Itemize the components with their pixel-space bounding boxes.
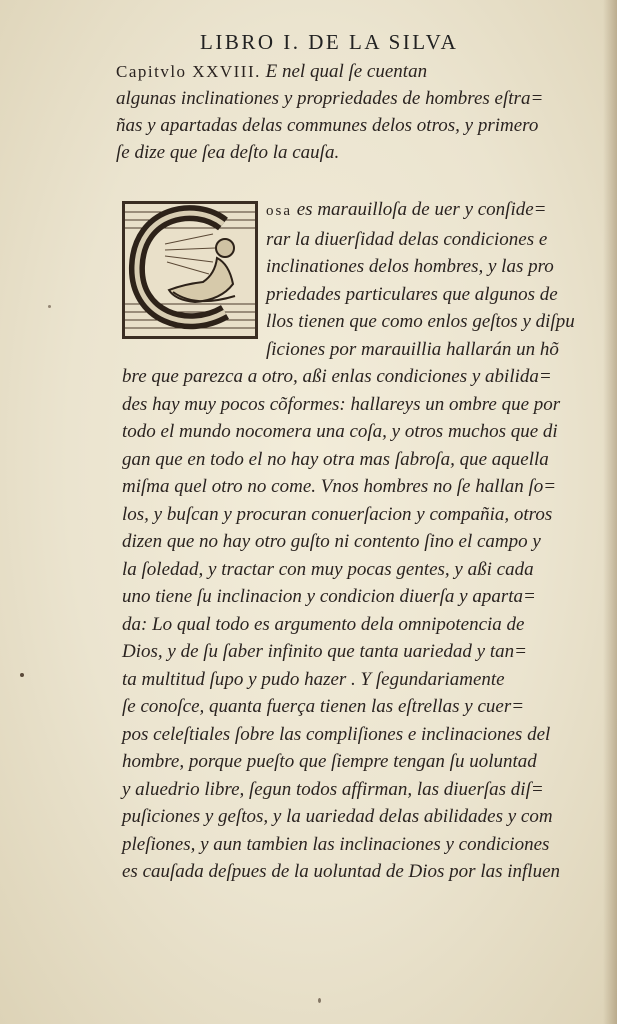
- body-line: ſe conoſce, quanta fuerça tienen las eſtrellas y cuer=: [122, 696, 525, 717]
- body-line: priedades particulares que algunos de: [266, 283, 558, 305]
- chapter-heading-line-1: [116, 58, 586, 85]
- body-line: inclinationes delos hombres, y las pro: [266, 256, 554, 277]
- body-line-text: es marauilloſa de uer y conſide=: [296, 199, 547, 220]
- running-head: LIBRO I. DE LA SILVA: [200, 30, 459, 54]
- ink-spot: [318, 998, 321, 1003]
- body-line: pos celeſtiales ſobre las compliſiones e inclinaciones del: [122, 723, 551, 745]
- ink-spot: [20, 673, 24, 677]
- body-line: todo el mundo nocomera una coſa, y otros muchos que di: [122, 421, 558, 442]
- body-line-1: [120, 196, 590, 226]
- body-line: bre que parezca a otro, aßi enlas condiciones y abilida=: [122, 366, 552, 387]
- chapter-heading: [116, 58, 586, 166]
- body-line: y aluedrio libre, ſegun todos affirman, las diuerſas diſ=: [122, 778, 544, 800]
- body-line: dizen que no hay otro guſto ni contento ſino el campo y: [122, 531, 541, 552]
- body-line: gan que en todo el no hay otra mas ſabroſa, que aquella: [122, 448, 549, 470]
- body-line: los, y buſcan y procuran conuerſacion y compañia, otros: [122, 503, 553, 525]
- body-line: pleſiones, y aun tambien las inclinaciones y condiciones: [122, 833, 550, 855]
- body-line: ſiciones por marauillia hallarán un hõ: [266, 338, 559, 360]
- body-line: llos tienen que como enlos geſtos y diſpu: [266, 311, 575, 332]
- chapter-summary-line: ſe dize que ſea deſto la cauſa.: [116, 142, 340, 163]
- first-word-small-caps: osa: [266, 203, 292, 219]
- chapter-summary-line: algunas inclinationes y propriedades de hombres eſtra=: [116, 88, 544, 109]
- body-line: es cauſada deſpues de la uoluntad de Dios por las influen: [122, 861, 561, 882]
- body-line: Dios, y de ſu ſaber infinito que tanta uariedad y tan=: [122, 641, 527, 662]
- chapter-summary-line: ñas y apartadas delas communes delos otros, y primero: [116, 115, 539, 136]
- body-line: da: Lo qual todo es argumento dela omnipotencia de: [122, 613, 525, 635]
- body-line: miſma quel otro no come. Vnos hombres no ſe hallan ſo=: [122, 476, 557, 497]
- body-line: hombre, porque pueſto que ſiempre tengan ſu uoluntad: [122, 751, 537, 772]
- body-line: uno tiene ſu inclinacion y condicion diuerſa y aparta=: [122, 586, 536, 607]
- body-line: la ſoledad, y tractar con muy pocas gentes, y aßi cada: [122, 558, 534, 580]
- body-line: rar la diuerſidad delas condiciones e: [266, 228, 548, 250]
- chapter-label: Capitvlo XXVIII.: [116, 62, 261, 81]
- chapter-summary-line: E nel qual ſe cuentan: [265, 61, 428, 82]
- ink-spot: [48, 305, 51, 308]
- body-line: puſiciones y geſtos, y la uariedad delas abilidades y com: [122, 806, 553, 827]
- body-line: des hay muy pocos cõformes: hallareys un ombre que por: [122, 393, 561, 415]
- body-text: [120, 196, 590, 886]
- body-line: ta multitud ſupo y pudo hazer . Y ſegundariamente: [122, 668, 505, 690]
